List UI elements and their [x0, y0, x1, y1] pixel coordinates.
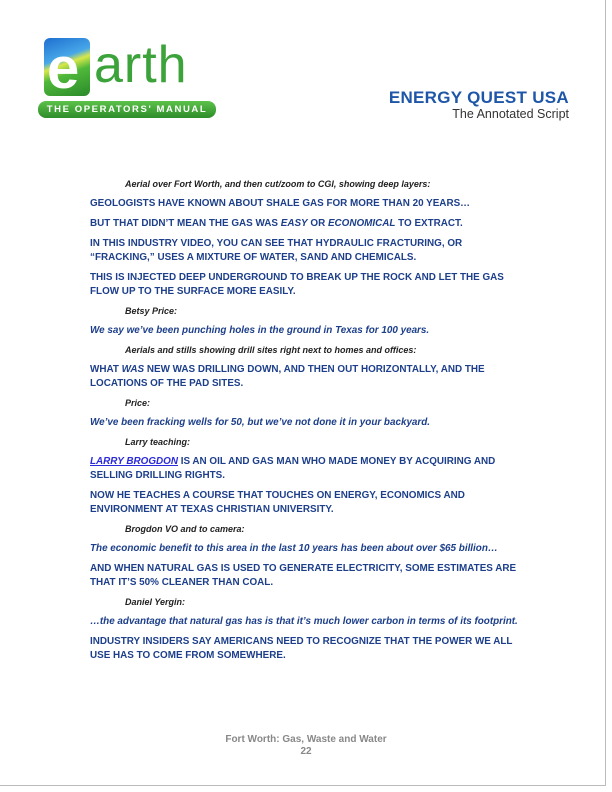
stage-direction: Aerials and stills showing drill sites right next to homes and offices:	[125, 345, 417, 355]
interview-quote: The economic benefit to this area in the last 10 years has been about over $65 billion…	[90, 543, 498, 554]
stage-direction: Aerial over Fort Worth, and then cut/zoom to CGI, showing deep layers:	[125, 179, 431, 189]
narration-text: OR	[307, 218, 328, 229]
emphasis-text: ECONOMICAL	[327, 218, 396, 229]
document-subtitle: The Annotated Script	[452, 107, 569, 121]
interview-quote: We’ve been fracking wells for 50, but we’ve not done it in your backyard.	[90, 417, 431, 428]
stage-direction: Larry teaching:	[125, 437, 191, 447]
stage-direction: Betsy Price:	[125, 306, 178, 316]
narration-line	[90, 217, 526, 231]
narration-text: IS AN OIL AND GAS MAN WHO MADE MONEY BY ACQUIRING AND SELLING DRILLING RIGHTS.	[90, 456, 496, 481]
footer-title: Fort Worth: Gas, Waste and Water	[225, 734, 387, 745]
page-number: 22	[300, 746, 312, 757]
interview-quote: We say we’ve been punching holes in the ground in Texas for 100 years.	[90, 325, 430, 336]
logo-e-icon: e	[44, 38, 90, 96]
narration-line	[90, 455, 526, 483]
narration-line: AND WHEN NATURAL GAS IS USED TO GENERATE ELECTRICITY, SOME ESTIMATES ARE THAT IT’S 50% CLEANER THAN COAL.	[90, 563, 517, 588]
emphasis-text: WAS	[121, 364, 145, 375]
narration-text: WHAT	[90, 364, 122, 375]
interview-quote: …the advantage that natural gas has is that it’s much lower carbon in terms of its footprint.	[90, 616, 518, 627]
narration-text: BUT THAT DIDN’T MEAN THE GAS WAS	[90, 218, 281, 229]
earth-logo	[36, 38, 216, 122]
narration-line: NOW HE TEACHES A COURSE THAT TOUCHES ON ENERGY, ECONOMICS AND ENVIRONMENT AT TEXAS CHRISTIAN UNIVERSITY.	[90, 490, 465, 515]
script-body	[90, 178, 526, 669]
narration-line: THIS IS INJECTED DEEP UNDERGROUND TO BREAK UP THE ROCK AND LET THE GAS FLOW UP TO THE SURFACE MORE EASILY.	[90, 272, 504, 297]
narration-line	[90, 363, 526, 391]
larry-brogdon-link[interactable]: LARRY BROGDON	[90, 456, 178, 467]
emphasis-text: EASY	[280, 218, 308, 229]
narration-line: GEOLOGISTS HAVE KNOWN ABOUT SHALE GAS FOR MORE THAN 20 YEARS…	[90, 198, 471, 209]
narration-text: NEW WAS DRILLING DOWN, AND THEN OUT HORIZONTALLY, AND THE LOCATIONS OF THE PAD SITES.	[90, 364, 485, 389]
narration-line: INDUSTRY INSIDERS SAY AMERICANS NEED TO RECOGNIZE THAT THE POWER WE ALL USE HAS TO COME FROM SOMEWHERE.	[90, 636, 513, 661]
narration-text: TO EXTRACT.	[395, 218, 463, 229]
narration-line: IN THIS INDUSTRY VIDEO, YOU CAN SEE THAT HYDRAULIC FRACTURING, OR “FRACKING,” USES A MIXTURE OF WATER, SAND AND CHEMICALS.	[90, 238, 463, 263]
logo-tagline: THE OPERATORS' MANUAL	[38, 101, 216, 118]
stage-direction: Price:	[125, 398, 151, 408]
document-title: ENERGY QUEST USA	[388, 88, 569, 107]
stage-direction: Daniel Yergin:	[125, 597, 186, 607]
logo-word: arth	[94, 36, 188, 94]
stage-direction: Brogdon VO and to camera:	[125, 524, 245, 534]
